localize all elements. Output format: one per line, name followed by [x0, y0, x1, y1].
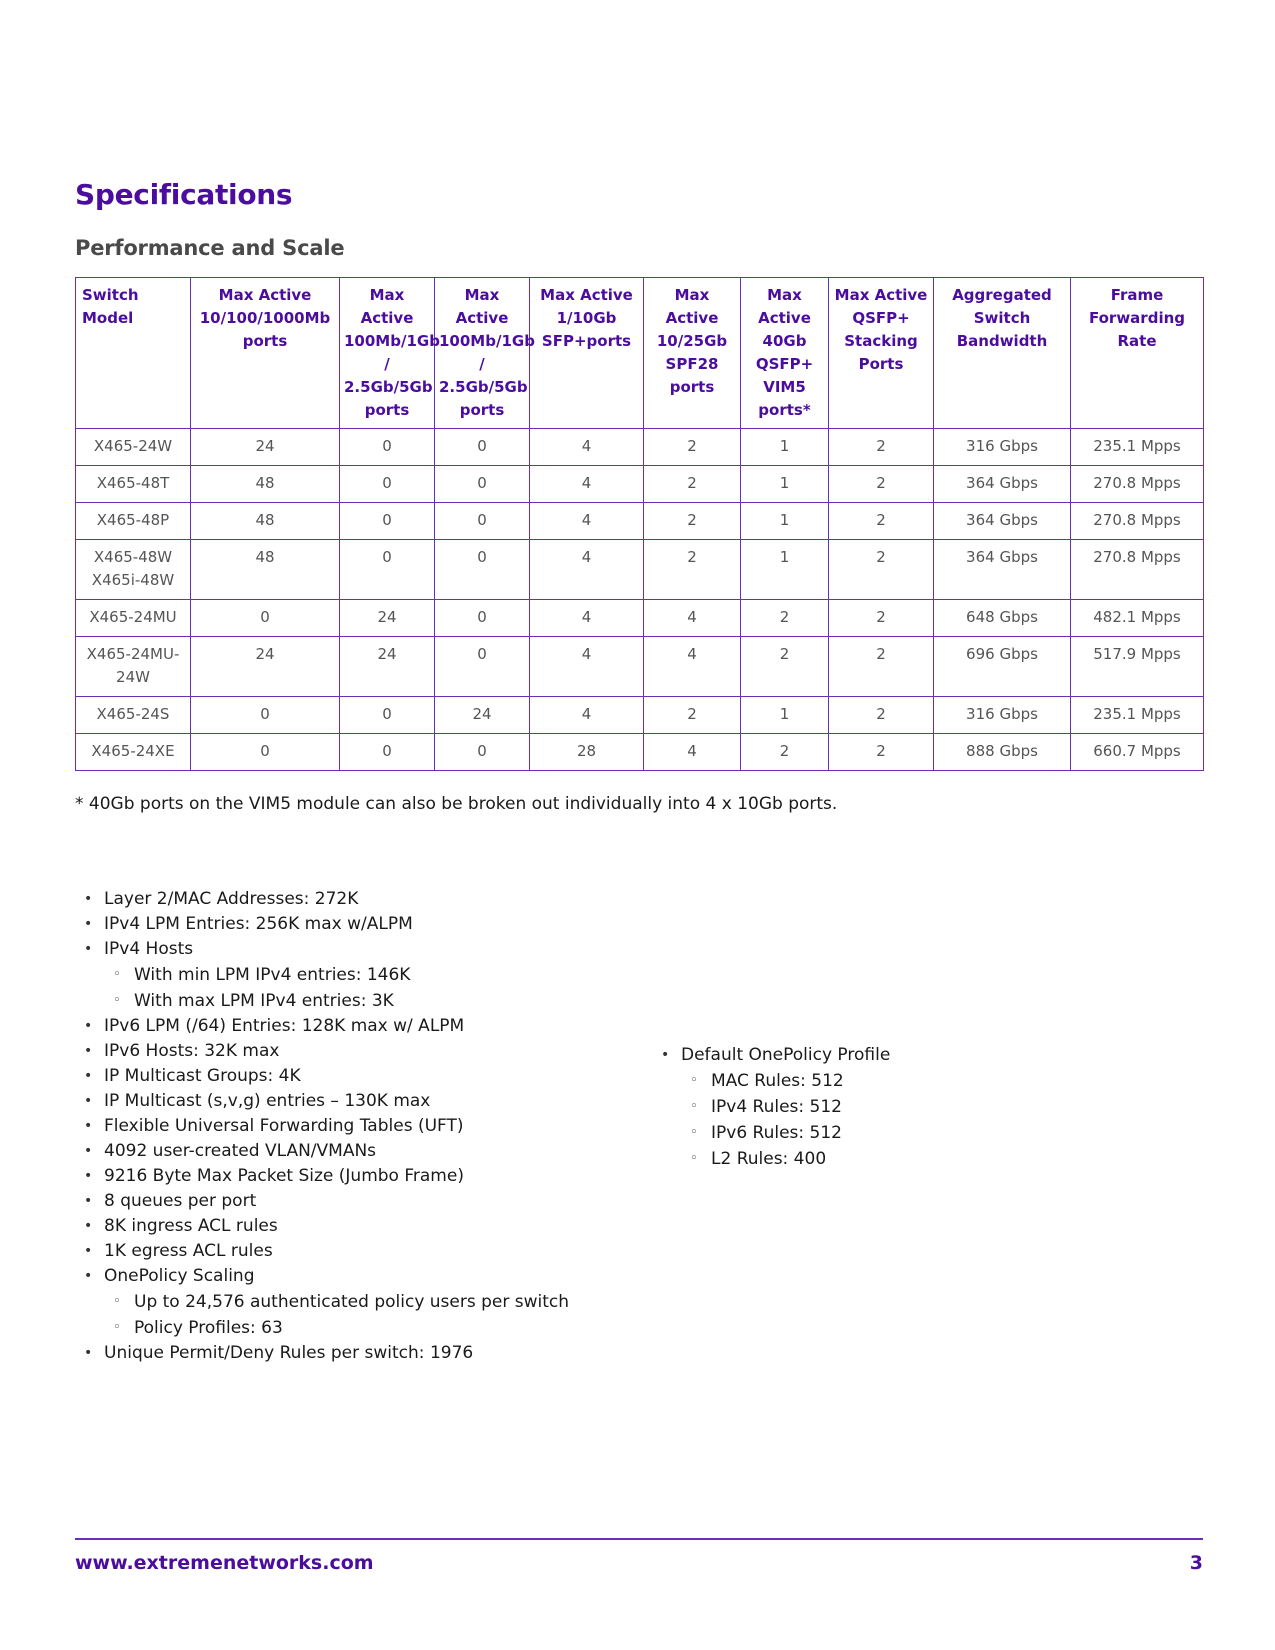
- list-item-text: 4092 user-created VLAN/VMANs: [104, 1141, 377, 1161]
- list-item-text: IP Multicast Groups: 4K: [104, 1066, 301, 1086]
- table-cell: 2: [644, 697, 741, 734]
- table-cell: 696 Gbps: [934, 637, 1071, 697]
- table-cell: 4: [530, 429, 644, 466]
- table-cell: 4: [530, 600, 644, 637]
- list-item: [652, 1043, 1172, 1172]
- col-header: Switch Model: [76, 278, 191, 429]
- col-header: Max Active 100Mb/1Gb / 2.5Gb/5Gb ports: [340, 278, 435, 429]
- bullet-icon: •: [84, 1118, 93, 1134]
- table-cell: 270.8 Mpps: [1071, 466, 1204, 503]
- section-subtitle: Performance and Scale: [75, 236, 345, 260]
- table-cell: 482.1 Mpps: [1071, 600, 1204, 637]
- bullet-icon: •: [84, 1268, 93, 1284]
- table-cell: 4: [530, 697, 644, 734]
- sub-list-item: [104, 1315, 635, 1341]
- table-cell: 24: [435, 697, 530, 734]
- list-item-text: OnePolicy Scaling: [104, 1266, 255, 1286]
- list-item-text: IPv6 Hosts: 32K max: [104, 1041, 280, 1061]
- table-cell: X465-48T: [76, 466, 191, 503]
- table-cell: 2: [644, 429, 741, 466]
- table-cell: 4: [530, 540, 644, 600]
- table-cell: 2: [829, 600, 934, 637]
- table-cell: 2: [829, 697, 934, 734]
- sub-bullet-icon: ◦: [113, 1320, 121, 1335]
- list-item-text: IPv6 Rules: 512: [711, 1123, 842, 1143]
- table-cell: 4: [530, 466, 644, 503]
- bullet-icon: •: [84, 1093, 93, 1109]
- list-item: [75, 1341, 635, 1366]
- table-cell: 316 Gbps: [934, 697, 1071, 734]
- table-footnote: * 40Gb ports on the VIM5 module can also be broken out individually into 4 x 10Gb ports.: [75, 794, 838, 814]
- list-item: [75, 937, 635, 1014]
- table-cell: 270.8 Mpps: [1071, 503, 1204, 540]
- sub-bullet-icon: ◦: [113, 1294, 121, 1309]
- bullet-icon: •: [84, 916, 93, 932]
- table-cell: 4: [644, 734, 741, 771]
- table-cell: X465-24S: [76, 697, 191, 734]
- table-cell: 364 Gbps: [934, 540, 1071, 600]
- list-item-text: 1K egress ACL rules: [104, 1241, 273, 1261]
- table-cell: 0: [435, 734, 530, 771]
- list-item-text: IPv4 Rules: 512: [711, 1097, 842, 1117]
- list-item: [75, 1039, 635, 1064]
- sub-list-item: [104, 988, 635, 1014]
- table-cell: 1: [741, 540, 829, 600]
- table-cell: 4: [530, 503, 644, 540]
- sub-bullet-icon: ◦: [113, 993, 121, 1008]
- col-header: Frame Forwarding Rate: [1071, 278, 1204, 429]
- table-cell: 270.8 Mpps: [1071, 540, 1204, 600]
- table-row: [76, 600, 1204, 637]
- bullet-icon: •: [84, 1345, 93, 1361]
- table-row: [76, 540, 1204, 600]
- bullet-icon: •: [84, 1068, 93, 1084]
- list-item: [75, 1114, 635, 1139]
- table-cell: 0: [435, 429, 530, 466]
- list-item: [75, 1189, 635, 1214]
- bullet-icon: •: [84, 1193, 93, 1209]
- table-row: [76, 503, 1204, 540]
- sub-list-item: [104, 962, 635, 988]
- sub-list-item: [681, 1068, 1172, 1094]
- bullet-icon: •: [84, 1168, 93, 1184]
- table-cell: 0: [435, 637, 530, 697]
- table-cell: 0: [191, 600, 340, 637]
- policy-bullet-list: [652, 1043, 1172, 1172]
- col-header: Aggregated Switch Bandwidth: [934, 278, 1071, 429]
- sub-bullet-icon: ◦: [690, 1099, 698, 1114]
- table-cell: 48: [191, 503, 340, 540]
- table-cell: X465-48P: [76, 503, 191, 540]
- list-item-text: Policy Profiles: 63: [134, 1318, 283, 1338]
- list-item: [75, 887, 635, 912]
- table-cell: 0: [340, 429, 435, 466]
- list-item-text: With max LPM IPv4 entries: 3K: [134, 991, 394, 1011]
- table-cell: 2: [741, 637, 829, 697]
- page-number: 3: [1189, 1552, 1203, 1574]
- table-cell: 0: [340, 697, 435, 734]
- list-item-text: 8 queues per port: [104, 1191, 257, 1211]
- table-cell: 235.1 Mpps: [1071, 429, 1204, 466]
- table-cell: 0: [435, 503, 530, 540]
- table-row: [76, 697, 1204, 734]
- scale-bullet-list: [75, 887, 635, 1366]
- bullet-icon: •: [661, 1047, 670, 1063]
- table-cell: 4: [644, 600, 741, 637]
- table-row: [76, 466, 1204, 503]
- table-cell: 0: [340, 466, 435, 503]
- table-cell: 1: [741, 503, 829, 540]
- sub-list: [681, 1068, 1172, 1172]
- bullet-icon: •: [84, 1218, 93, 1234]
- table-cell: 0: [435, 540, 530, 600]
- list-item: [75, 1214, 635, 1239]
- sub-list-item: [104, 1289, 635, 1315]
- sub-list-item: [681, 1146, 1172, 1172]
- table-cell: 235.1 Mpps: [1071, 697, 1204, 734]
- table-cell: X465-24MU: [76, 600, 191, 637]
- table-header-row: [76, 278, 1204, 429]
- table-cell: 364 Gbps: [934, 503, 1071, 540]
- table-cell: 2: [829, 734, 934, 771]
- sub-list: [104, 962, 635, 1014]
- table-cell: 4: [644, 637, 741, 697]
- table-cell: 888 Gbps: [934, 734, 1071, 771]
- table-cell: 48: [191, 540, 340, 600]
- col-header: Max Active 1/10Gb SFP+ports: [530, 278, 644, 429]
- table-cell: 316 Gbps: [934, 429, 1071, 466]
- table-cell: 517.9 Mpps: [1071, 637, 1204, 697]
- list-item-text: IPv4 Hosts: [104, 939, 194, 959]
- list-item: [75, 1089, 635, 1114]
- sub-bullet-icon: ◦: [113, 967, 121, 982]
- footer-divider: [75, 1538, 1203, 1540]
- list-item-text: L2 Rules: 400: [711, 1149, 827, 1169]
- table-cell: 24: [191, 429, 340, 466]
- table-cell: 0: [340, 503, 435, 540]
- table-row: [76, 637, 1204, 697]
- table-cell: 24: [191, 637, 340, 697]
- list-item-text: Unique Permit/Deny Rules per switch: 1976: [104, 1343, 474, 1363]
- table-cell: 28: [530, 734, 644, 771]
- list-item-text: Flexible Universal Forwarding Tables (UFT): [104, 1116, 464, 1136]
- list-item: [75, 1139, 635, 1164]
- col-header: Max Active 40Gb QSFP+ VIM5 ports*: [741, 278, 829, 429]
- bullet-icon: •: [84, 1143, 93, 1159]
- table-cell: X465-48W X465i-48W: [76, 540, 191, 600]
- sub-list-item: [681, 1120, 1172, 1146]
- sub-bullet-icon: ◦: [690, 1151, 698, 1166]
- bullet-icon: •: [84, 1043, 93, 1059]
- bullet-icon: •: [84, 1018, 93, 1034]
- table-cell: X465-24XE: [76, 734, 191, 771]
- col-header: Max Active 10/100/1000Mb ports: [191, 278, 340, 429]
- col-header: Max Active QSFP+ Stacking Ports: [829, 278, 934, 429]
- sub-bullet-icon: ◦: [690, 1125, 698, 1140]
- table-cell: 48: [191, 466, 340, 503]
- table-cell: 0: [340, 540, 435, 600]
- table-cell: X465-24MU-24W: [76, 637, 191, 697]
- table-cell: 1: [741, 697, 829, 734]
- list-item-text: IPv4 LPM Entries: 256K max w/ALPM: [104, 914, 413, 934]
- list-item: [75, 1064, 635, 1089]
- sub-list-item: [681, 1094, 1172, 1120]
- table-cell: 2: [741, 734, 829, 771]
- table-cell: 2: [829, 540, 934, 600]
- sub-list: [104, 1289, 635, 1341]
- list-item: [75, 1239, 635, 1264]
- table-cell: 1: [741, 429, 829, 466]
- table-cell: 2: [829, 637, 934, 697]
- bullet-icon: •: [84, 941, 93, 957]
- col-header: Max Active 100Mb/1Gb / 2.5Gb/5Gb ports: [435, 278, 530, 429]
- list-item-text: Default OnePolicy Profile: [681, 1045, 891, 1065]
- table-cell: 0: [435, 600, 530, 637]
- table-cell: 24: [340, 637, 435, 697]
- table-cell: 2: [644, 540, 741, 600]
- table-cell: 1: [741, 466, 829, 503]
- bullet-icon: •: [84, 891, 93, 907]
- table-cell: 0: [340, 734, 435, 771]
- bullet-icon: •: [84, 1243, 93, 1259]
- col-header: Max Active 10/25Gb SPF28 ports: [644, 278, 741, 429]
- page-title: Specifications: [75, 178, 293, 211]
- performance-table: [75, 277, 1204, 771]
- sub-bullet-icon: ◦: [690, 1073, 698, 1088]
- table-cell: 4: [530, 637, 644, 697]
- list-item-text: IP Multicast (s,v,g) entries – 130K max: [104, 1091, 431, 1111]
- table-cell: 660.7 Mpps: [1071, 734, 1204, 771]
- table-cell: 2: [741, 600, 829, 637]
- table-cell: 2: [829, 429, 934, 466]
- list-item-text: 9216 Byte Max Packet Size (Jumbo Frame): [104, 1166, 464, 1186]
- table-cell: 648 Gbps: [934, 600, 1071, 637]
- table-cell: 0: [435, 466, 530, 503]
- table-cell: 0: [191, 697, 340, 734]
- table-cell: 24: [340, 600, 435, 637]
- list-item: [75, 912, 635, 937]
- list-item-text: IPv6 LPM (/64) Entries: 128K max w/ ALPM: [104, 1016, 465, 1036]
- table-row: [76, 734, 1204, 771]
- list-item: [75, 1014, 635, 1039]
- table-cell: 364 Gbps: [934, 466, 1071, 503]
- list-item-text: MAC Rules: 512: [711, 1071, 844, 1091]
- list-item-text: 8K ingress ACL rules: [104, 1216, 278, 1236]
- list-item: [75, 1164, 635, 1189]
- table-cell: 2: [829, 503, 934, 540]
- list-item-text: Up to 24,576 authenticated policy users per switch: [134, 1292, 570, 1312]
- list-item: [75, 1264, 635, 1341]
- list-item-text: With min LPM IPv4 entries: 146K: [134, 965, 411, 985]
- table-cell: 2: [644, 503, 741, 540]
- table-cell: 2: [829, 466, 934, 503]
- table-row: [76, 429, 1204, 466]
- table-cell: 2: [644, 466, 741, 503]
- list-item-text: Layer 2/MAC Addresses: 272K: [104, 889, 359, 909]
- table-cell: X465-24W: [76, 429, 191, 466]
- table-cell: 0: [191, 734, 340, 771]
- footer-website-link[interactable]: www.extremenetworks.com: [75, 1552, 374, 1574]
